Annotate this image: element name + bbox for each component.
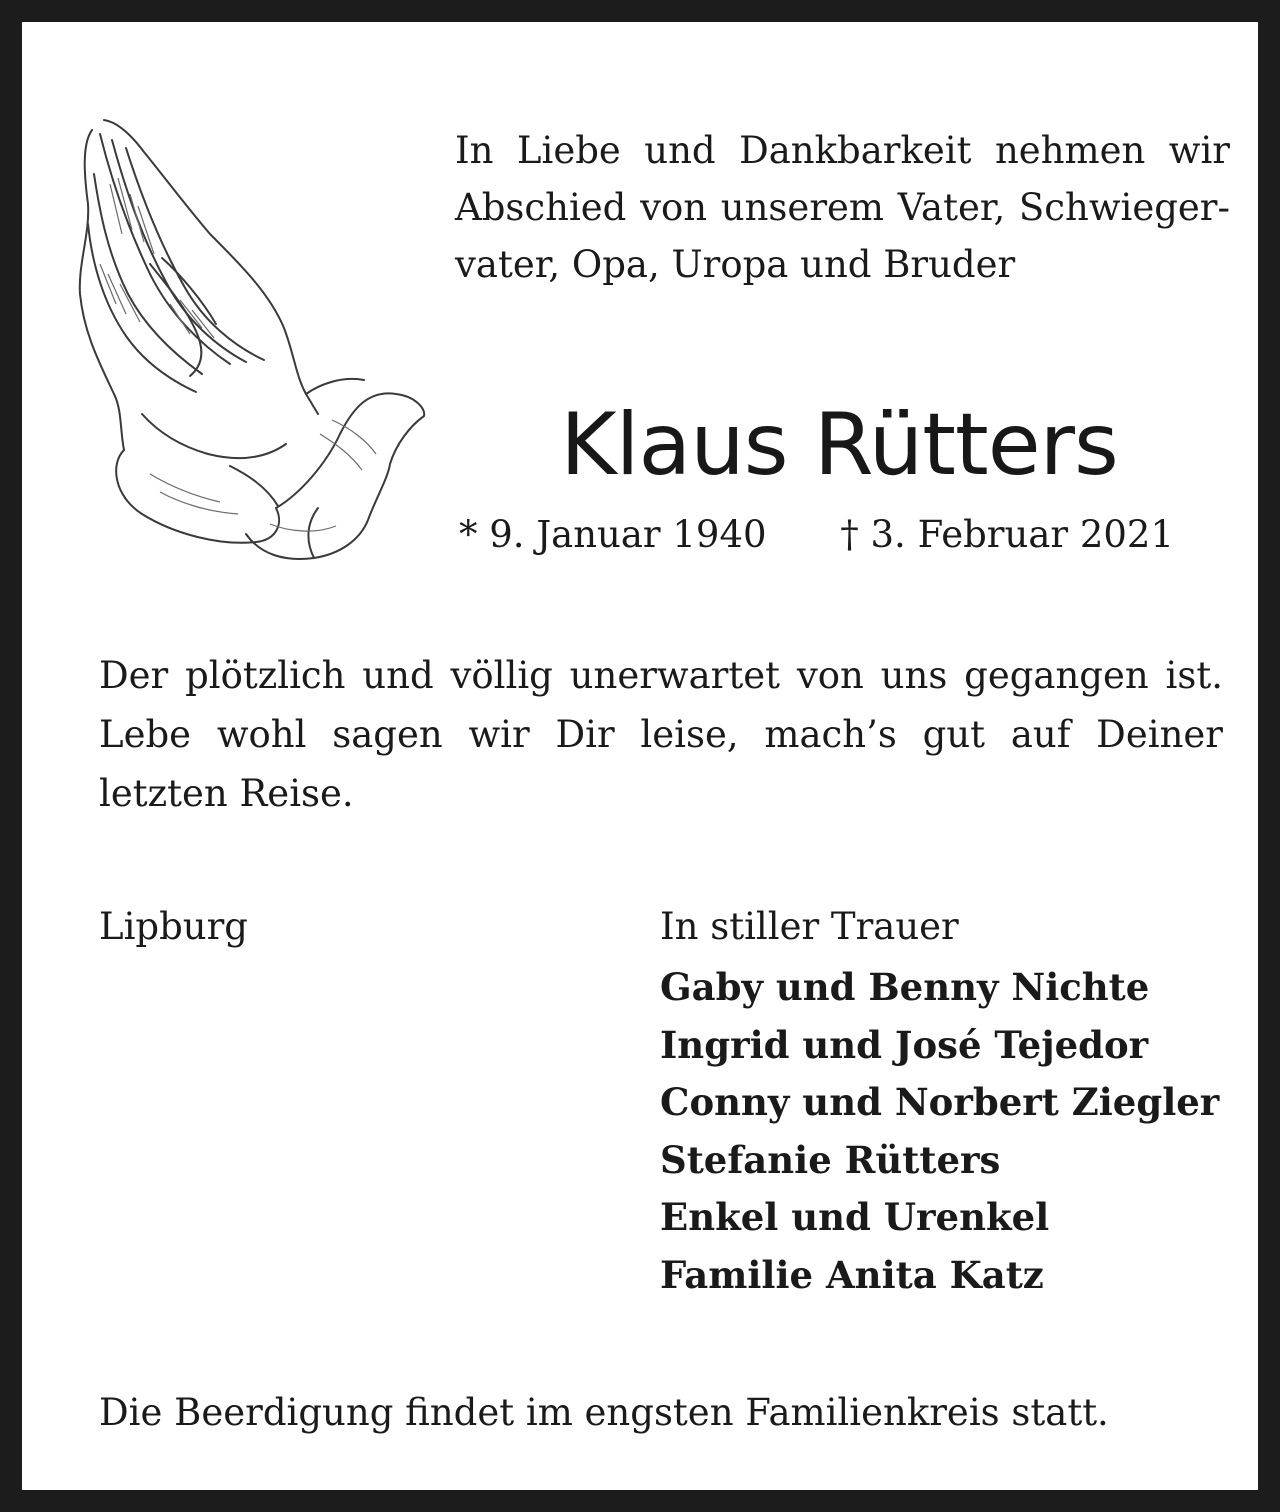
intro-line: In Liebe und Dankbarkeit nehmen wir — [455, 129, 1230, 172]
mourner-name: Ingrid und José Tejedor — [660, 1022, 1149, 1067]
funeral-note: Die Beerdigung findet im engsten Familienkreis statt. — [99, 1391, 1109, 1434]
death-date: † 3. Februar 2021 — [840, 513, 1174, 556]
mourner-name: Enkel und Urenkel — [660, 1195, 1050, 1239]
mourner-name: Stefanie Rütters — [660, 1137, 1001, 1182]
mourner-name: Familie Anita Katz — [660, 1252, 1044, 1297]
poem-line: Der plötzlich und völlig unerwartet von uns gegangen ist. — [99, 654, 1223, 697]
poem-text — [99, 646, 1223, 823]
mourner-name: Gaby und Benny Nichte — [660, 965, 1150, 1009]
poem-line: Lebe wohl sagen wir Dir leise, mach’s gut auf Deiner — [99, 713, 1223, 756]
intro-text — [455, 122, 1230, 293]
poem-line: letzten Reise. — [99, 772, 354, 815]
praying-hands-icon — [70, 114, 435, 564]
mourners-block — [660, 902, 1240, 1304]
place-name: Lipburg — [99, 905, 248, 948]
birth-date: * 9. Januar 1940 — [459, 513, 767, 556]
intro-line: Abschied von unserem Vater, Schwieger- — [455, 186, 1230, 229]
intro-line: vater, Opa, Uropa und Bruder — [455, 243, 1016, 286]
deceased-name: Klaus Rütters — [560, 395, 1118, 495]
mourner-name: Conny und Norbert Ziegler — [660, 1080, 1220, 1124]
mourning-lead: In stiller Trauer — [660, 905, 959, 948]
